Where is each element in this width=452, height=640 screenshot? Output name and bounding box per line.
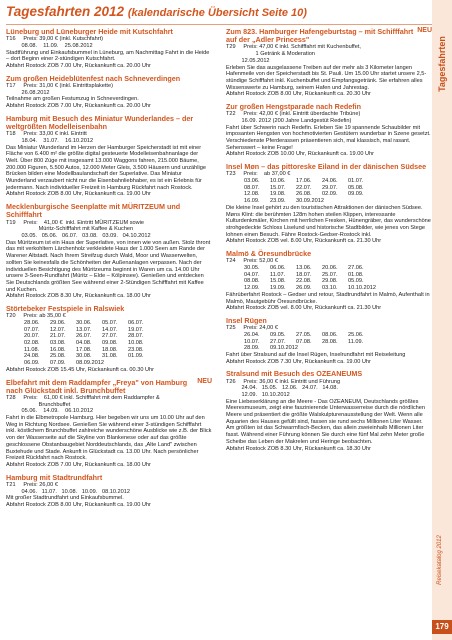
trip-schneverdingen: Zum großen Heideblütenfest nach Schneverdingen T17 Preis: 31,00 € (inkl. Eintrittsplakette) 26.08.2012 Teilnahme am großen Festumzug in Schneverdingen. Abfahrt Rostock ZOB 7.00 Uhr, Rückankunft ca. 20.00 Uhr	[6, 73, 181, 110]
trip-lueneburg: Lüneburg und Lüneburger Heide mit Kutschfahrt T16 Preis: 39,00 € (inkl. Kutschfahrt) 08.08. 11.09. 25.08.2012 Stadtführung und Einkaufsbummel in Lüneburg, am Nachmittag Fahrt in die Heide – dort Beginn einer 2-stündigen Kutschfahrt. Abfahrt Rostock ZOB 7.00 Uhr, Rückankunft ca. 20.00 Uhr	[6, 27, 210, 70]
date-cell: 11.09.	[348, 338, 364, 345]
date-cell: 04.07.	[244, 271, 260, 278]
date-cell: 11.08.	[24, 346, 40, 353]
date-cell: 28.06.	[24, 319, 40, 326]
date-cell: 08.09.2012	[76, 360, 104, 367]
trip-hafengeburtstag: Zum 823. Hamburger Hafengeburtstag – mit Schifffahrt auf der „Adler Princess" NEU T29 Preis: 47,00 € inkl. Schifffahrt mit Kuchenbuffet, 1 Getränk & Moderation 12.05.2012 Erleben Sie das ausgelassene Treiben auf der mehr als 3 Kilometer langen Hafenmeile von der Speicherstadt bis St. Pauli. Um 15.00 Uhr startet unsere 2,5-stündige Schifffahrt inkl. Kuchenbuffet und Empfangsgetränk. Sie erfahren alles Wissenswerte zu Hamburg, seinem Hafen und Jahrestag. Abfahrt Rostock ZOB 8.00 Uhr, Rückankunft ca. 20.30 Uhr	[226, 27, 432, 98]
trip-ruegen: Insel Rügen T25 Preis: 24,00 € 26.04. 09.05. 27.05. 08.06. 25.06. 10.07. 27.07. 07.08. 28.08. 11.09. 28.09. 09.10.2012 Fahrt über Stralsund auf die Insel Rügen, Inselrundfahrt mit Reiseleitung Abfahrt Rostock ZOB 7.30 Uhr, Rückankunft ca. 19.00 Uhr	[226, 317, 432, 365]
date-cell: 19.08.	[270, 191, 286, 198]
sidebar	[432, 0, 452, 640]
right-column	[226, 28, 432, 457]
new-badge: NEU	[417, 27, 432, 34]
sidebar-tab: Tagesfahrten	[437, 36, 447, 92]
date-cell: 27.07.	[102, 333, 118, 340]
date-cell: 07.07.	[24, 326, 40, 333]
date-cell: 15.07.	[270, 184, 286, 191]
date-cell: 09.09.	[348, 191, 364, 198]
date-cell: 26.04.	[244, 331, 260, 338]
date-cell: 07.08.	[296, 338, 312, 345]
date-cell: 27.05.	[296, 331, 312, 338]
date-cell: 26.07.	[76, 333, 92, 340]
date-cell: 12.09.	[244, 285, 260, 292]
date-cell: 09.10.2012	[270, 345, 298, 352]
trip-stoertebeker: Störtebeker Festspiele in Ralswiek T20 Preis: ab 35,00 € 28.06. 29.06. 30.06. 05.07. 06.07. 07.07. 12.07. 13.07. 14.07. 19.07. 20.07. 21.07. 26.07. 27.07. 28.07. 02.08. 03.08. 04.08. 09.08. 10.08. 11.08. 16.08. 17.08. 18.08. 23.08. 24.08. 25.08. 30.08. 31.08. 01.09. 06.09. 07.09. 08.09.2012 Abfahrt Rostock ZOB 15.45 Uhr, Rückankunft ca. 00.30 Uhr	[6, 305, 212, 374]
date-cell: 12.08.	[244, 191, 260, 198]
date-cell: 16.09.	[244, 198, 260, 205]
date-grid	[226, 265, 432, 292]
date-grid	[226, 332, 432, 352]
date-cell: 22.08.	[296, 278, 312, 285]
date-cell: 30.09.2012	[296, 198, 324, 205]
date-cell: 10.07.	[244, 338, 260, 345]
date-cell: 20.06.	[322, 265, 338, 271]
date-cell: 19.09.	[270, 285, 286, 292]
date-cell: 05.07.	[102, 319, 118, 326]
date-cell: 30.06.	[76, 319, 92, 326]
date-cell: 09.08.	[102, 340, 118, 347]
date-cell: 06.07.	[128, 319, 144, 326]
date-cell: 03.10.	[322, 285, 338, 292]
date-cell: 11.07.	[270, 271, 286, 278]
date-cell: 01.09.	[128, 353, 144, 360]
date-cell: 29.06.	[50, 319, 66, 326]
date-cell: 09.05.	[270, 331, 286, 338]
date-cell: 30.08.	[76, 353, 92, 360]
date-cell: 24.08.	[24, 353, 40, 360]
date-cell: 08.08.	[244, 278, 260, 285]
date-cell: 31.08.	[102, 353, 118, 360]
date-cell: 06.09.	[24, 360, 40, 367]
date-cell: 28.08.	[322, 338, 338, 345]
new-badge: NEU	[197, 377, 212, 385]
date-cell: 24.06.	[322, 178, 338, 185]
date-cell: 26.08.	[296, 191, 312, 198]
date-cell: 05.08.	[348, 184, 364, 191]
date-cell: 28.07.	[128, 333, 144, 340]
date-cell: 03.08.	[50, 340, 66, 347]
date-cell: 25.06.	[348, 331, 364, 338]
trip-hamburg-stadtrundfahrt: Hamburg mit Stadtrundfahrt T21 Preis: 26,00 € 04.06. 11.07. 10.08. 10.09. 08.10.2012 Mit großer Stadtrundfahrt und Einkaufsbummel. Abfahrt Rostock ZOB 8.00 Uhr, Rückankunft ca. 19.00 Uhr	[6, 472, 151, 508]
date-cell: 26.09.	[296, 285, 312, 292]
date-cell: 15.08.	[270, 278, 286, 285]
date-cell: 08.07.	[244, 184, 260, 191]
trip-mueritzeum: Mecklenburgische Seenplatte mit MÜRITZEUM und Schifffahrt T19 Preis: 41,00 € inkl. Eintritt MÜRITZEUM sowie Müritz-Schifffahrt mit Kaffee & Kuchen 03.05. 05.06. 06.07. 03.08. 03.09. 04.10.2012 Das Müritzeum ist ein Haus der Superlative, von innen wie von außen. Stolz thront das mit verkohltem Lärchenholz verkleidete Haus der 1.000 Seen am Rande der Warener Altstadt. Nach Ihrem Streifzug durch Wald, Moor und Wasserwelten, sollten Sie keinesfalls die Schönheiten der Außenanlagen verpassen. Nach der individuellen Besichtigung des Müritzeums beginnt in Waren um ca. 14.00 Uhr unsere 3-Seen-Rundfahrt (Müritz – Elde – Kölpinsee). Genießen und entdecken Sie Deutschlands größten See während einer 2-Stündigen Schifffahrt mit Kaffee und Kuchen. Abfahrt Rostock ZOB 8.30 Uhr, Rückankunft ca. 18.00 Uhr	[6, 202, 211, 300]
page-number: 179	[432, 620, 452, 634]
date-cell: 23.08.	[128, 346, 144, 353]
date-cell: 17.06.	[296, 178, 312, 185]
date-cell: 29.07.	[322, 184, 338, 191]
date-cell: 27.06.	[348, 265, 364, 271]
date-cell: 25.07.	[322, 271, 338, 278]
date-cell: 29.08.	[322, 278, 338, 285]
date-cell: 02.09.	[322, 191, 338, 198]
date-cell: 28.09.	[244, 345, 260, 352]
page-title: Tagesfahrten 2012 (kalendarische Übersicht Seite 10)	[6, 4, 307, 19]
date-cell: 30.05.	[244, 265, 260, 271]
date-cell: 14.07.	[102, 326, 118, 333]
date-cell: 03.06.	[244, 178, 260, 185]
date-cell: 22.07.	[296, 184, 312, 191]
date-cell: 02.08.	[24, 340, 40, 347]
date-cell: 18.07.	[296, 271, 312, 278]
brand-mark: Reisekatalog 2012	[437, 535, 443, 585]
trip-malmoe: Malmö & Öresundbrücke T24 Preis: 52,00 € 30.05. 06.06. 13.06. 20.06. 27.06. 04.07. 11.07. 18.07. 25.07. 01.08. 08.08. 15.08. 22.08. 29.08. 05.09. 12.09. 19.09. 26.09. 03.10. 10.10.2012 Fährüberfahrt Rostock – Gedser und retour, Stadtrundfahrt in Malmö, Aufenthalt in Malmö, Mautgebühr Öresundbrücke. Abfahrt Rostock ZOB vel. 8.00 Uhr, Rückankunft ca. 21.30 Uhr	[226, 250, 432, 312]
trip-miniatur-wunderland: Hamburg mit Besuch des Miniatur Wunderlandes – der weltgrößten Modelleisenbahn T18 Preis: 33,00 € inkl. Eintritt 18.04. 31.07. 16.10.2012 Das Miniatur Wunderland im Herzen der Hamburger Speicherstadt ist mit einer Fläche von 6.400 m² die größte digital gesteuerte Modelleisenbahnanlage der Welt. Über 800 Züge mit insgesamt 13.000 Waggons fahren, 215.000 Bäume, 200.000 Figuren, 5.500 Autos, 12.000 Meter Gleis, 3.500 Häusern und unzählige Brücken bilden eine Modellbaulandschaft der Superlative. Das Miniatur Wunderland verzaubert nicht nur die Eisenbahnliebhaber, es ist ein Erlebnis für jedermann. Nach individueller Freizeit in Hamburg Rückfahrt nach Rostock. Abfahrt Rostock ZOB 8.00 Uhr, Rückankunft ca. 19.00 Uhr	[6, 113, 206, 198]
date-cell: 01.08.	[348, 271, 364, 278]
date-cell: 10.06.	[270, 178, 286, 185]
date-cell: 04.08.	[76, 340, 92, 347]
date-cell: 23.09.	[270, 198, 286, 205]
date-cell: 25.08.	[50, 353, 66, 360]
date-cell: 27.07.	[270, 338, 286, 345]
trip-elbefahrt: Elbefahrt mit dem Raddampfer „Freya" von Hamburg nach Glückstadt inkl. Brunchbuffet NEU T28 Preis: 61,00 € inkl. Schifffahrt mit dem Raddampfer & Brunchbuffet 05.06. 14.09. 06.10.2012 Fahrt in die Elbmetropole Hamburg. Hier begeben wir uns um 10.00 Uhr auf den Weg in Richtung Nordsee. Genießen Sie während einer 3-stündigen Schifffahrt inkl. köstlichem Brunchbuffet zahlreiche wunderschöne Ausblicke wie z.B. der Blick von der Wasserseite auf die Skyline von Blankenese oder auf das größte geschlossene Obstanbaugebiet Norddeutschlands, das „Alte Land" zwischen Buxtehude und Stade. Ankunft in Glückstadt ca. 13.00 Uhr. Nach persönlicher Freizeit Rückfahrt nach Rostock. Abfahrt Rostock ZOB 7.00 Uhr, Rückankunft ca. 18.00 Uhr	[6, 377, 212, 468]
left-column	[6, 28, 212, 514]
date-cell: 06.06.	[270, 265, 286, 271]
date-cell: 10.10.2012	[348, 285, 376, 292]
date-cell: 19.07.	[128, 326, 144, 333]
title-rule	[6, 24, 432, 25]
date-cell: 17.08.	[76, 346, 92, 353]
date-cell: 21.07.	[50, 333, 66, 340]
date-cell: 10.08.	[128, 340, 144, 347]
date-cell: 12.07.	[50, 326, 66, 333]
date-cell: 13.07.	[76, 326, 92, 333]
date-cell: 20.07.	[24, 333, 40, 340]
trip-moen: Insel Møn – das pittoreske Eiland in der dänischen Südsee T23 Preis: ab 37,00 € 03.06. 10.06. 17.06. 24.06. 01.07. 08.07. 15.07. 22.07. 29.07. 05.08. 12.08. 19.08. 26.08. 02.09. 09.09. 16.09. 23.09. 30.09.2012 Die kleine Insel gehört zu den touristischen Attraktionen der dänischen Südsee. Møns Klint: die berühmten 128m hohen steilen Klippen, interessante Kulturdenkmäler, Kirchen mit herrlichen Fresken, Hünengräber, das wunderschöne strohgedeckte Schloss Liselund und historische Stadtbilder, wie jenes von Stege lohnen einen Besuch. Fähre Rostock-Gedser-Rostock inkl. Abfahrt Rostock ZOB vel. 8.00 Uhr, Rückankunft ca. 21.30 Uhr	[226, 162, 431, 245]
trip-redefin: Zur großen Hengstparade nach Redefin T22 Preis: 42,00 € (inkl. Eintritt überdachte Tribüne) 16.09. 2012 (200 Jahre Landgestüt Redefin) Fahrt über Schwerin nach Redefin. Erleben Sie 19 spannende Schaubilder mit imposanten Hengsten von hochmotivierten Gestütern wunderbar in Szene gesetzt. Verschiedenste Pferderassen präsentieren sich, mal klassisch, mal rasant. Sehenswert – keine Frage! Abfahrt Rostock ZOB 10.00 Uhr, Rückankunft ca. 19.00 Uhr	[226, 102, 431, 158]
date-cell: 18.08.	[102, 346, 118, 353]
date-grid	[6, 320, 212, 367]
date-cell: 16.08.	[50, 346, 66, 353]
date-cell: 01.07.	[348, 178, 364, 185]
trip-ozeaneum: Stralsund mit Besuch des OZEANEUMS T26 Preis: 36,00 € inkl. Eintritt und Führung 24.04. 15.05. 12.06. 24.07. 14.08. 12.09. 10.10.2012 Eine Liebeserklärung an die Meere - Das OZEANEUM, Deutschlands größtes Meeresmuseum, zeigt eine faszinierende Unterwasserreise durch die nördlichen Meere und präsentiert die größte Walskulpturenausstellung der Welt. Wenn alle Aquarien des Hauses gefüllt sind, fassen sie rund sechs Millionen Liter Wasser. Am größten ist das Schwarmfisch-Becken, das allein zweieinhalb Millionen Liter fasst. Während einer Führung können Sie durch eine fünf Mal zehn Meter große Scheibe das Leben der Makrelen und Heringe beobachten. Abfahrt Rostock ZOB 8.30 Uhr, Rückankunft ca. 18.30 Uhr	[226, 369, 425, 452]
date-cell: 07.09.	[50, 360, 66, 367]
date-cell: 08.06.	[322, 331, 338, 338]
date-cell: 13.06.	[296, 265, 312, 271]
date-cell: 05.09.	[348, 278, 364, 285]
date-grid	[226, 178, 432, 205]
